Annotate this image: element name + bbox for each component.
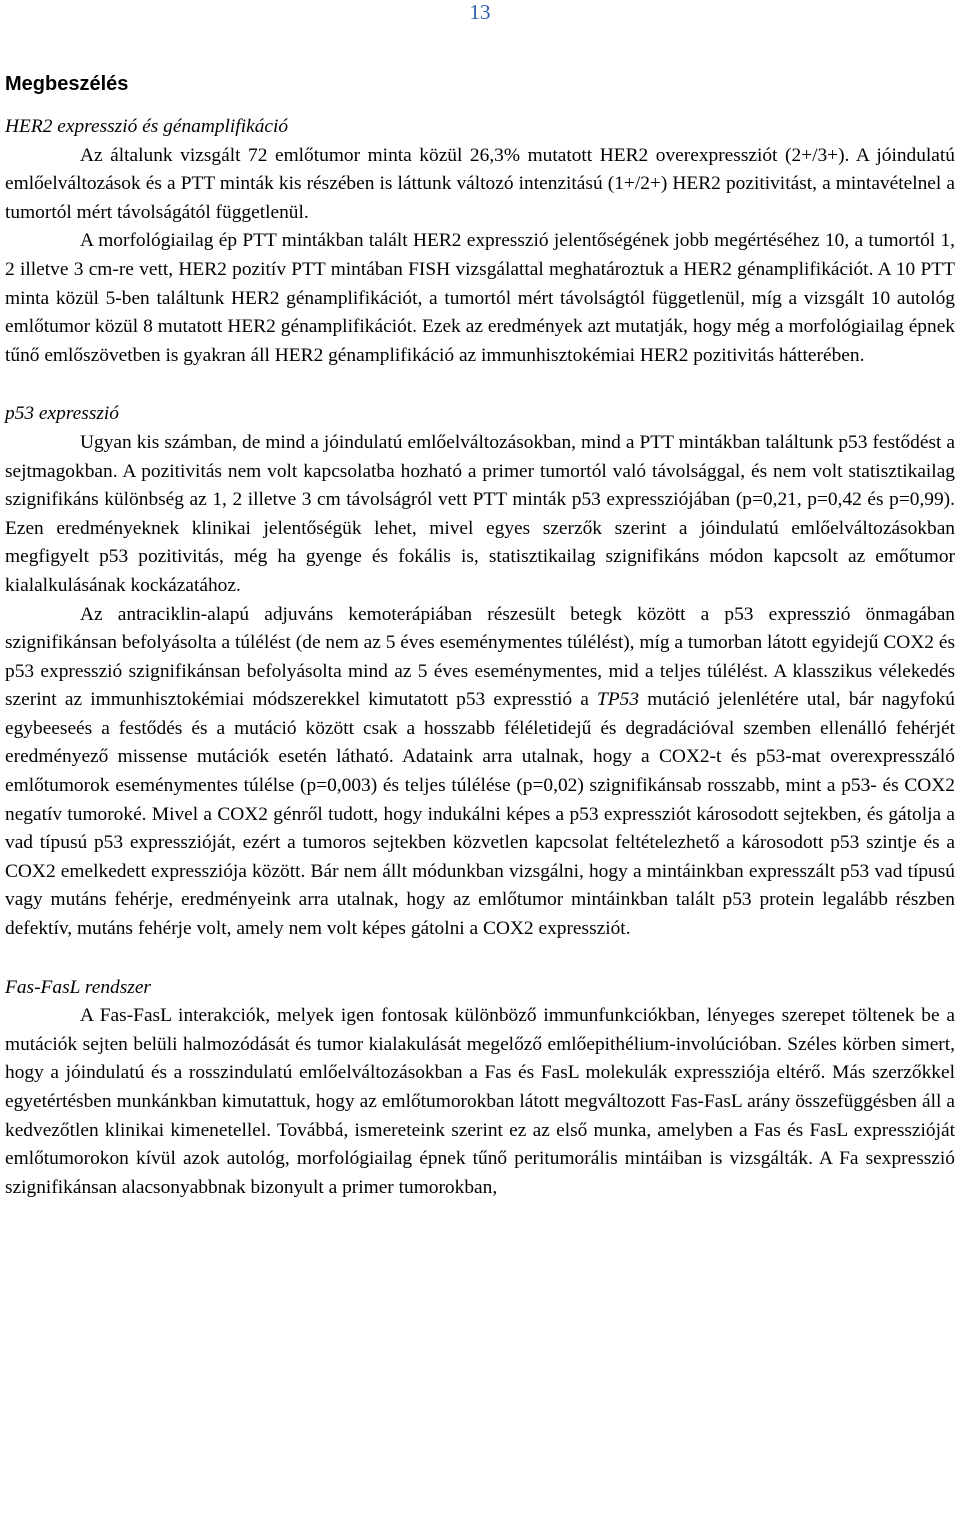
section-gap	[5, 370, 955, 400]
subheading-p53: p53 expresszió	[5, 403, 119, 425]
subheading-fas-fasl: Fas-FasL rendszer	[5, 976, 151, 998]
section-gap	[5, 944, 955, 974]
paragraph-her2-2: A morfológiailag ép PTT mintákban talált HER2 expresszió jelentőségének jobb megértéséhez 10, a tumortól 1, 2 illetve 3 cm-re vett, HER2 pozitív PTT mintában FISH vizsgálattal meghatároztuk a HER2 génamplifikációt. A 10 PTT minta közül 5-ben találtunk HER2 génamplifikációt, a tumortól mért távolságtól függetlenül, míg a vizsgált 10 autológ emlőtumor közül 8 mutatott HER2 génamplifikációt. Ezek az eredmények azt mutatják, hogy még a morfológiailag épnek tűnő emlőszövetben is gyakran áll HER2 génamplifikáció az immunhisztokémiai HER2 pozitivitás hátterében.	[5, 230, 955, 366]
paragraph-her2-1: Az általunk vizsgált 72 emlőtumor minta közül 26,3% mutatott HER2 overexpressziót (2+/3+). A jóindulatú emlőelváltozások és a PTT minták kis részében is láttunk változó intenzitású (1+/2+) HER2 pozitivitást, a mintavételnel a tumortól mért távolságától függetlenül.	[5, 144, 955, 223]
page-number: 13	[469, 0, 491, 24]
paragraph-p53-2-text-end: mutáció jelenlétére utal, bár nagyfokú egybeeseés a festődés és a mutáció között csak a hosszabb féléletidejű és degradációval szemben ellenálló fehérjét eredményező missense mutációk esetén látható. Adataink arra utalnak, hogy a COX2-t és p53-mat overexpresszáló emlőtumorok eseménymentes túlélse (p=0,003) és teljes túlélése (p=0,02) szignifikánsab rosszabb, mint a p53- és COX2 negatív tumoroké. Mivel a COX2 génről tudott, hogy indukálni képes a p53 expressziót károsodott sejtekben, és gátolja a vad típusú p53 expresszióját, ezért a tumoros sejtekben közvetlen kapcsolat feltételezhető a károsodott p53 szintje és a COX2 emelkedett expressziója között. Bár nem állt módunkban vizsgálni, hogy a mintáinkban expresszált p53 vad típusú vagy mutáns fehérje, eredményeink arra utalnak, hogy az emlőtumor mintáinkban talált p53 protein legalább részben defektív, mutáns fehérje volt, amely nem volt képes gátolni a COX2 expressziót.	[5, 689, 955, 940]
subheading-her2: HER2 expresszió és génamplifikáció	[5, 116, 289, 137]
paragraph-fas-fasl: A Fas-FasL interakciók, melyek igen fontosak különböző immunfunkciókban, lényeges szerepet töltenek be a mutációk sejten belüli halmozódását és tumor kialakulását megelőző emlőepithélium-involúcióban. Széles körben simert, hogy a jóindulatú és a rosszindulatú emlőelváltozásokban a Fas és FasL molekulák expressziója eltérő. Más szerzőkkel egyetértésben munkánkban kimutattuk, hogy az emlőtumorokban látott megváltozott Fas-FasL arány összefüggésben áll a kedvezőtlen klinikai kimenetellel. Továbbá, ismereteink szerint ez az első munka, amelyben a Fas és FasL expresszióját emlőtumorokon kívül azok autológ, morfológiailag épnek tűnő peritumorális mintáiban is vizsgálták. A Fa sexpresszió szignifikánsan alacsonyabbnak bizonyult a primer tumorokban,	[5, 1005, 955, 1198]
gene-name-tp53: TP53	[597, 689, 640, 711]
paragraph-p53-2-text-start: Az antraciklin-alapú adjuváns kemoterápiában részesült betegk között a p53 expresszió önmagában szignifikánsan befolyásolta a túlélést (de nem az 5 éves eseménymentes túlélést), míg a tumorban látott egyidejű COX2 és p53 expresszió szignifikánsan befolyásolta mind az 5 éves eseménymentes, mid a teljes túlélést. A klasszikus vélekedés szerint az immunhisztokémiai módszerekkel kimutatott p53 expresstió a	[5, 603, 955, 711]
paragraph-p53-2	[5, 601, 955, 944]
section-title: Megbeszélés	[5, 73, 129, 95]
document-body	[5, 70, 955, 1202]
paragraph-p53-1: Ugyan kis számban, de mind a jóindulatú emlőelváltozásokban, mind a PTT mintákban találtunk p53 festődést a sejtmagokban. A pozitivitás nem volt kapcsolatba hozható a primer tumortól való távolsággal, és nem volt statisztikailag szignifikáns különbség az 1, 2 illetve 3 cm távolságról vett PTT minták p53 expressziójában (p=0,21, p=0,42 és p=0,99). Ezen eredményeknek klinikai jelentőségük lehet, mivel egyes szerzők szerint a jóindulatú emlőelváltozásokban megfigyelt p53 pozitivitás, még ha gyenge és fokális is, statisztikailag szignifikáns módon kapcsolt az emőtumor kialalkulásának kockázatához.	[5, 431, 955, 596]
